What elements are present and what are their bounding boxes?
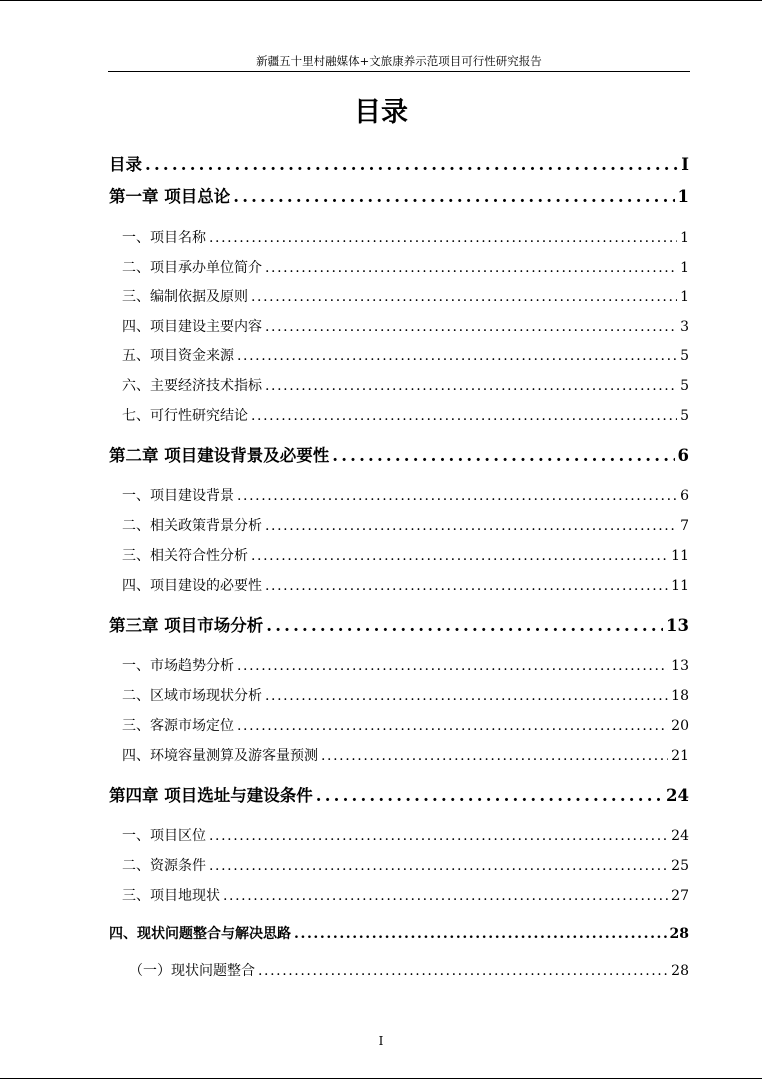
toc-entry-label: 三、相关符合性分析 <box>122 548 248 564</box>
toc-entry-page: 1 <box>680 289 689 305</box>
toc-entry-label: 三、编制依据及原则 <box>122 289 248 305</box>
toc-leader-dots <box>265 514 677 538</box>
toc-leader-dots <box>251 285 677 309</box>
toc-entry-section[interactable] <box>122 854 689 878</box>
toc-leader-dots <box>332 444 674 468</box>
toc-entry-section[interactable] <box>122 374 689 398</box>
toc-entry-section[interactable] <box>122 404 689 428</box>
toc-entry-label: 五、项目资金来源 <box>122 348 234 364</box>
toc-entry-section[interactable] <box>122 884 689 908</box>
toc-leader-dots <box>316 784 663 808</box>
toc-entry-page: 13 <box>666 616 689 635</box>
toc-entry-page: 20 <box>671 718 689 734</box>
toc-leader-dots <box>209 824 668 848</box>
toc-leader-dots <box>223 884 668 908</box>
toc-entry-section[interactable] <box>122 226 689 250</box>
toc-entry-page: 13 <box>671 658 689 674</box>
toc-entry-label: 三、客源市场定位 <box>122 718 234 734</box>
toc-entry-label: 四、项目建设的必要性 <box>122 578 262 594</box>
toc-entry-section[interactable] <box>122 285 689 309</box>
toc-entry-page: 28 <box>669 926 689 942</box>
toc-entry-label: 六、主要经济技术指标 <box>122 378 262 394</box>
toc-entry-label: 四、环境容量测算及游客量预测 <box>122 748 318 764</box>
toc-entry-section[interactable] <box>122 574 689 598</box>
toc-entry-label: （一）现状问题整合 <box>129 963 255 979</box>
toc-entry-section[interactable] <box>122 684 689 708</box>
toc-entry-chapter-4[interactable] <box>109 784 689 808</box>
toc-entry-page: 11 <box>671 578 689 594</box>
toc-entry-chapter-2[interactable] <box>109 444 689 468</box>
toc-entry-page: 25 <box>671 858 689 874</box>
toc-entry-label: 二、资源条件 <box>122 858 206 874</box>
toc-leader-dots <box>233 185 674 209</box>
toc-entry-section[interactable] <box>122 344 689 368</box>
toc-leader-dots <box>265 256 677 280</box>
toc-leader-dots <box>237 654 668 678</box>
toc-entry-page: 18 <box>671 688 689 704</box>
toc-leader-dots <box>237 714 668 738</box>
toc-leader-dots <box>265 574 668 598</box>
toc-entry-label: 一、项目区位 <box>122 828 206 844</box>
toc-entry-page: 7 <box>680 518 689 534</box>
toc-leader-dots <box>265 684 668 708</box>
toc-leader-dots <box>265 374 677 398</box>
toc-entry-label: 三、项目地现状 <box>122 888 220 904</box>
toc-title: 目录 <box>354 97 408 128</box>
toc-entry-label: 一、项目建设背景 <box>122 488 234 504</box>
toc-entry-page: 6 <box>680 488 689 504</box>
toc-entry-label: 二、相关政策背景分析 <box>122 518 262 534</box>
toc-entry-chapter-3[interactable] <box>109 614 689 638</box>
toc-entry-chapter-1[interactable] <box>109 185 689 209</box>
toc-leader-dots <box>265 315 677 339</box>
toc-entry-page: 1 <box>680 230 689 246</box>
toc-entry-label: 第二章 项目建设背景及必要性 <box>109 446 330 465</box>
toc-entry-page: 24 <box>666 786 689 805</box>
toc-leader-dots <box>294 922 667 946</box>
toc-entry-page: 5 <box>680 408 689 424</box>
toc-entry-section[interactable] <box>122 514 689 538</box>
toc-entry-page: I <box>681 155 689 174</box>
toc-entry-section[interactable] <box>122 544 689 568</box>
toc-entry-page: 27 <box>671 888 689 904</box>
toc-entry-label: 第四章 项目选址与建设条件 <box>109 786 313 805</box>
toc-leader-dots <box>258 959 668 983</box>
toc-entry-section[interactable] <box>122 744 689 768</box>
toc-entry-contents[interactable] <box>109 153 689 177</box>
toc-entry-label: 目录 <box>109 155 142 174</box>
toc-entry-section-bold[interactable] <box>109 922 689 946</box>
toc-entry-section[interactable] <box>122 714 689 738</box>
toc-entry-page: 5 <box>680 348 689 364</box>
toc-entry-label: 一、市场趋势分析 <box>122 658 234 674</box>
toc-entry-label: 四、项目建设主要内容 <box>122 319 262 335</box>
toc-entry-page: 5 <box>680 378 689 394</box>
toc-entry-section[interactable] <box>122 654 689 678</box>
toc-entry-section[interactable] <box>122 256 689 280</box>
toc-leader-dots <box>145 153 678 177</box>
toc-entry-page: 21 <box>671 748 689 764</box>
toc-leader-dots <box>251 404 677 428</box>
toc-leader-dots <box>321 744 668 768</box>
toc-entry-page: 24 <box>671 828 689 844</box>
toc-entry-label: 四、现状问题整合与解决思路 <box>109 926 291 942</box>
toc-entry-label: 七、可行性研究结论 <box>122 408 248 424</box>
toc-leader-dots <box>266 614 663 638</box>
toc-entry-page: 3 <box>680 319 689 335</box>
toc-entry-label: 一、项目名称 <box>122 230 206 246</box>
toc-leader-dots <box>251 544 668 568</box>
header-rule <box>108 71 690 72</box>
running-header: 新疆五十里村融媒体+文旅康养示范项目可行性研究报告 <box>256 54 542 68</box>
toc-entry-page: 11 <box>671 548 689 564</box>
toc-leader-dots <box>237 484 677 508</box>
toc-leader-dots <box>209 226 677 250</box>
toc-entry-label: 第三章 项目市场分析 <box>109 616 264 635</box>
toc-leader-dots <box>237 344 677 368</box>
page-number: I <box>378 1034 384 1048</box>
toc-entry-section[interactable] <box>122 484 689 508</box>
toc-entry-section[interactable] <box>122 315 689 339</box>
page-border-top <box>0 0 762 1</box>
toc-entry-page: 28 <box>671 963 689 979</box>
toc-entry-page: 1 <box>680 260 689 276</box>
toc-entry-page: 1 <box>677 187 689 206</box>
toc-leader-dots <box>209 854 668 878</box>
toc-entry-label: 二、项目承办单位简介 <box>122 260 262 276</box>
toc-entry-page: 6 <box>677 446 689 465</box>
toc-entry-label: 第一章 项目总论 <box>109 187 231 206</box>
toc-entry-section[interactable] <box>122 824 689 848</box>
page-border-bottom <box>0 1078 762 1079</box>
toc-entry-subsection[interactable] <box>129 959 689 983</box>
toc-entry-label: 二、区域市场现状分析 <box>122 688 262 704</box>
